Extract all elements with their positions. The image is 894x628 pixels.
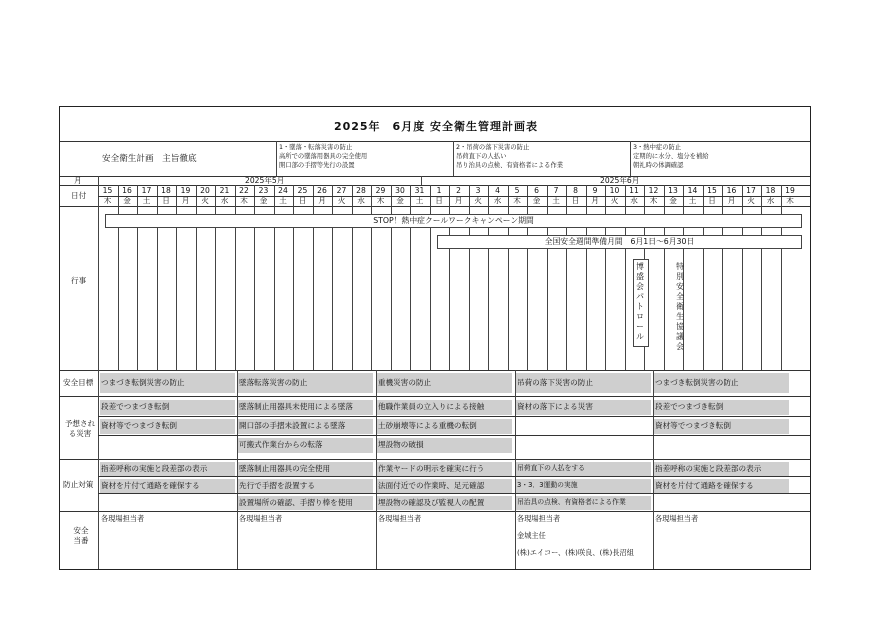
rule xyxy=(60,176,810,177)
weekday-cell: 木 xyxy=(649,196,658,205)
day-gridline xyxy=(527,185,528,370)
goal-text: 重機災害の防止 xyxy=(378,378,432,387)
weekday-cell: 火 xyxy=(337,196,346,205)
hazard-text: 資材の落下による災害 xyxy=(517,402,593,411)
hazard-text: 土砂崩壊等による重機の転倒 xyxy=(378,421,477,430)
weekday-cell: 火 xyxy=(747,196,755,205)
prevention-text: 吊荷直下の人払をする xyxy=(517,464,585,472)
day-gridline xyxy=(781,185,782,370)
weekday-cell: 木 xyxy=(786,196,794,205)
safety-week-band: 全国安全週間準備月間 6月1日～6月30日 xyxy=(437,235,802,249)
day-gridline xyxy=(605,185,606,370)
duty-text: 各現場担当者 xyxy=(517,514,561,523)
day-gridline xyxy=(449,185,450,370)
date-cell: 18 xyxy=(161,186,171,195)
date-cell: 2 xyxy=(456,186,461,195)
rule xyxy=(60,206,810,207)
rule xyxy=(421,176,422,185)
row-label-prevention: 防止対策 xyxy=(63,480,94,489)
date-cell: 9 xyxy=(592,186,598,195)
goal-text: つまづき転倒災害の防止 xyxy=(655,378,739,387)
day-gridline xyxy=(742,185,743,370)
prevention-text: 資材を片付て通路を確保する xyxy=(101,481,200,490)
weekday-cell: 土 xyxy=(142,196,151,205)
policy-line: 3・熱中症の防止 xyxy=(633,144,682,151)
date-cell: 5 xyxy=(514,186,520,195)
day-gridline xyxy=(469,185,470,370)
duty-text: 金城主任 xyxy=(517,531,546,540)
day-gridline xyxy=(664,185,665,370)
hazard-text: 開口部の手摺未設置による墜落 xyxy=(239,421,346,430)
hazard-text: 墜落制止用器具未使用による墜落 xyxy=(239,402,353,411)
date-cell: 10 xyxy=(609,186,620,195)
weekday-cell: 土 xyxy=(552,196,560,205)
day-gridline xyxy=(430,185,431,370)
date-cell: 15 xyxy=(102,186,113,195)
goal-text: 墜落転落災害の防止 xyxy=(239,378,308,387)
date-cell: 14 xyxy=(687,186,698,195)
rule xyxy=(98,416,810,417)
weekday-cell: 水 xyxy=(630,196,638,205)
day-gridline xyxy=(410,185,411,370)
date-cell: 25 xyxy=(297,186,308,195)
day-gridline xyxy=(274,185,275,370)
day-gridline xyxy=(235,185,236,370)
weekday-cell: 金 xyxy=(669,196,677,205)
date-cell: 20 xyxy=(200,186,210,195)
prevention-text: 資材を片付て通路を確保する xyxy=(655,481,754,490)
hazard-text: 段差でつまづき転倒 xyxy=(101,402,170,411)
duty-text: 各現場担当者 xyxy=(101,514,145,523)
weekday-cell: 木 xyxy=(513,196,521,205)
row-label-hazard: 予想される災害 xyxy=(64,419,96,438)
rule xyxy=(60,459,810,460)
policy-line: 2・吊荷の落下災害の防止 xyxy=(456,144,530,151)
date-cell: 7 xyxy=(553,186,559,195)
weekday-cell: 金 xyxy=(259,196,268,205)
rule xyxy=(60,511,810,512)
day-gridline xyxy=(332,185,333,370)
day-gridline xyxy=(352,185,353,370)
patrol-event: 博盛会パトロール xyxy=(636,262,644,341)
day-gridline xyxy=(586,185,587,370)
weekday-cell: 木 xyxy=(103,196,112,205)
date-cell: 16 xyxy=(726,186,737,195)
rule xyxy=(60,396,810,397)
weekday-cell: 火 xyxy=(474,196,482,205)
day-gridline xyxy=(566,185,567,370)
prevention-text: 吊治具の点検、有資格者による作業 xyxy=(517,498,626,506)
goal-text: つまづき転倒災害の防止 xyxy=(101,378,185,387)
rule xyxy=(98,493,810,494)
month-may: 2025年5月 xyxy=(245,176,285,185)
day-gridline xyxy=(761,185,762,370)
weekday-cell: 水 xyxy=(493,196,502,205)
row-label-duty: 安全当番 xyxy=(73,526,89,545)
rule xyxy=(276,141,277,176)
rule xyxy=(98,196,810,197)
duty-text: 各現場担当者 xyxy=(378,514,422,523)
day-gridline xyxy=(625,185,626,370)
day-gridline xyxy=(157,185,158,370)
date-cell: 22 xyxy=(239,186,249,195)
weekday-cell: 土 xyxy=(279,196,287,205)
page-title: 2025年 6月度 安全衛生管理計画表 xyxy=(333,120,539,133)
weekday-cell: 火 xyxy=(201,196,209,205)
weekday-cell: 水 xyxy=(220,196,229,205)
date-cell: 23 xyxy=(258,186,269,195)
day-gridline xyxy=(176,185,177,370)
date-cell: 12 xyxy=(648,186,659,195)
row-label-date: 日付 xyxy=(71,191,87,200)
prevention-text: 先行で手摺を設置する xyxy=(239,481,315,490)
weekday-cell: 日 xyxy=(162,196,170,205)
weekday-cell: 日 xyxy=(708,196,716,205)
date-cell: 18 xyxy=(765,186,776,195)
weekday-cell: 日 xyxy=(298,196,307,205)
day-gridline xyxy=(118,185,119,370)
policy-label: 安全衛生計画 主旨徹底 xyxy=(102,154,197,164)
day-gridline xyxy=(547,185,548,370)
weekday-cell: 月 xyxy=(591,196,599,205)
date-cell: 17 xyxy=(746,186,756,195)
date-cell: 30 xyxy=(395,186,405,195)
date-cell: 29 xyxy=(375,186,386,195)
date-cell: 31 xyxy=(414,186,425,195)
month-june: 2025年6月 xyxy=(600,176,640,185)
day-gridline xyxy=(215,185,216,370)
hazard-text: 埋設物の破損 xyxy=(378,440,424,449)
weekday-cell: 火 xyxy=(610,196,619,205)
day-gridline xyxy=(508,185,509,370)
hazard-text: 可搬式作業台からの転落 xyxy=(239,440,323,449)
day-gridline xyxy=(488,185,489,370)
weekday-cell: 木 xyxy=(240,196,248,205)
campaign-band: STOP！熱中症クールワークキャンペーン期間 xyxy=(105,214,802,228)
day-gridline xyxy=(196,185,197,370)
day-gridline xyxy=(391,185,392,370)
date-cell: 19 xyxy=(785,186,795,195)
day-gridline xyxy=(137,185,138,370)
weekday-cell: 金 xyxy=(123,196,131,205)
policy-2 xyxy=(456,143,626,170)
policy-line: 開口部の手摺等先行の設置 xyxy=(279,162,355,169)
date-cell: 15 xyxy=(707,186,717,195)
date-cell: 19 xyxy=(180,186,191,195)
hazard-text: 資材等でつまづき転倒 xyxy=(655,421,731,430)
prevention-text: 作業ヤードの明示を確実に行う xyxy=(378,464,485,473)
duty-text: (株)エイコー、(株)咲良、(株)長沼組 xyxy=(517,548,634,557)
day-gridline xyxy=(703,185,704,370)
date-cell: 8 xyxy=(573,186,578,195)
prevention-text: 指差呼称の実施と段差部の表示 xyxy=(101,464,208,473)
rule xyxy=(60,185,810,186)
rule xyxy=(453,141,454,176)
date-cell: 26 xyxy=(317,186,327,195)
weekday-cell: 土 xyxy=(688,196,697,205)
row-label-events: 行事 xyxy=(71,276,87,285)
date-cell: 4 xyxy=(495,186,500,195)
date-cell: 6 xyxy=(534,186,539,195)
committee-event: 特別安全衛生協議会 xyxy=(676,262,684,351)
weekday-cell: 月 xyxy=(318,196,326,205)
hazard-text: 資材等でつまづき転倒 xyxy=(101,421,177,430)
weekday-cell: 月 xyxy=(181,196,190,205)
weekday-cell: 月 xyxy=(727,196,736,205)
policy-line: 吊り治具の点検、有資格者による作業 xyxy=(456,162,564,169)
rule xyxy=(630,141,631,176)
date-cell: 17 xyxy=(141,186,152,195)
policy-line: 吊荷直下の人払い xyxy=(456,153,507,160)
weekday-cell: 木 xyxy=(376,196,385,205)
weekday-cell: 金 xyxy=(532,196,541,205)
date-cell: 3 xyxy=(475,186,481,195)
policy-line: 高所での墜落用器具の完全使用 xyxy=(279,153,368,160)
row-label-month: 月 xyxy=(74,176,82,185)
rule xyxy=(98,476,810,477)
weekday-cell: 日 xyxy=(435,196,443,205)
date-cell: 24 xyxy=(278,186,288,195)
row-label-goal: 安全目標 xyxy=(63,378,94,387)
date-cell: 27 xyxy=(336,186,347,195)
policy-line: 朝礼時の体調確認 xyxy=(633,162,684,169)
prevention-text: 埋設物の確認及び監視人の配置 xyxy=(378,498,485,507)
prevention-text: 設置場所の確認、手摺り棒を使用 xyxy=(239,498,353,507)
prevention-text: 法面付近での作業時、足元確認 xyxy=(378,481,485,490)
hazard-text: 段差でつまづき転倒 xyxy=(655,402,724,411)
prevention-text: 3・3．3運動の実施 xyxy=(517,481,578,489)
policy-line: 1・墜落・転落災害の防止 xyxy=(279,144,353,151)
date-cell: 21 xyxy=(219,186,230,195)
weekday-cell: 金 xyxy=(396,196,404,205)
day-gridline xyxy=(371,185,372,370)
rule xyxy=(60,141,810,142)
rule xyxy=(98,435,810,436)
day-gridline xyxy=(254,185,255,370)
rule xyxy=(98,176,99,569)
prevention-text: 墜落制止用器具の完全使用 xyxy=(239,464,331,473)
date-cell: 1 xyxy=(436,186,442,195)
weekday-cell: 土 xyxy=(415,196,424,205)
date-cell: 16 xyxy=(122,186,132,195)
duty-text: 各現場担当者 xyxy=(239,514,283,523)
policy-3 xyxy=(633,143,803,170)
weekday-cell: 日 xyxy=(571,196,580,205)
rule xyxy=(60,370,810,371)
policy-1 xyxy=(279,143,449,170)
goal-text: 吊荷の落下災害の防止 xyxy=(517,378,593,387)
weekday-cell: 月 xyxy=(454,196,463,205)
date-cell: 13 xyxy=(668,186,678,195)
date-cell: 28 xyxy=(356,186,366,195)
day-gridline xyxy=(722,185,723,370)
weekday-cell: 水 xyxy=(357,196,365,205)
duty-text: 各現場担当者 xyxy=(655,514,699,523)
safety-plan-sheet xyxy=(59,106,811,570)
day-gridline xyxy=(313,185,314,370)
date-cell: 11 xyxy=(629,186,639,195)
day-gridline xyxy=(293,185,294,370)
weekday-cell: 水 xyxy=(766,196,775,205)
hazard-text: 他職作業員の立入りによる接触 xyxy=(378,402,485,411)
prevention-text: 指差呼称の実施と段差部の表示 xyxy=(655,464,762,473)
policy-line: 定期的に水分、塩分を補給 xyxy=(633,153,709,160)
